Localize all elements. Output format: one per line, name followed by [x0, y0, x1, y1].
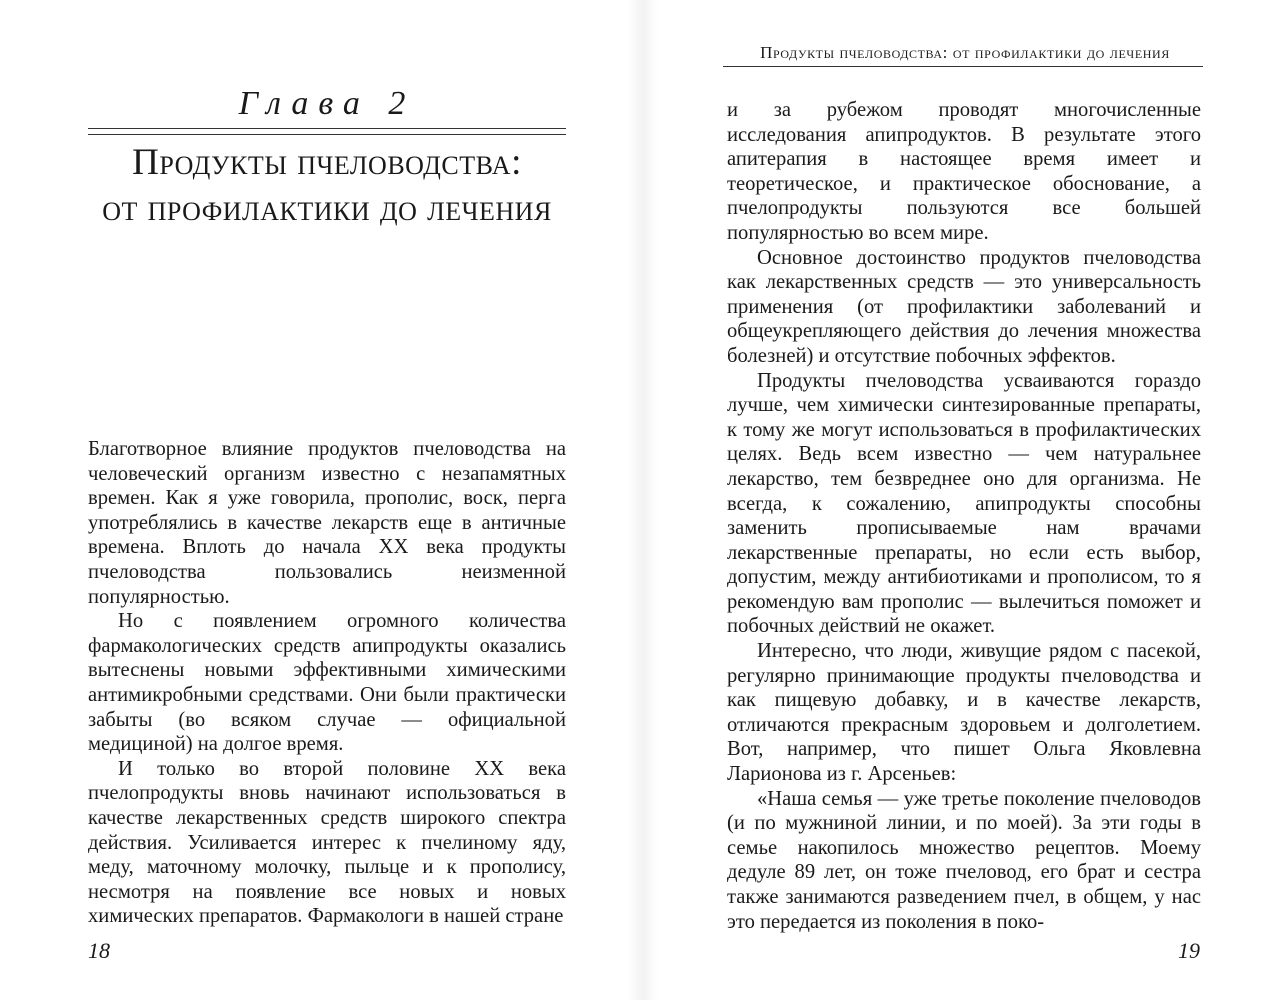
chapter-label: Глава 2 — [238, 85, 416, 122]
right-page — [643, 0, 1286, 1000]
chapter-title-line-1: Продукты пчеловодства: — [132, 142, 522, 183]
paragraph: Но с появлением огромного количества фармакологических средств апипродукты оказались вытеснены новыми эффективными химическими антимикробными средствами. Они были практически забыты (во всяком случае — официальной медициной) на долгое время. — [88, 610, 566, 756]
left-page-body — [88, 437, 566, 929]
paragraph: «Наша семья — уже третье поколение пчеловодов (и по мужниной линии, и по моей). За эти годы в семье накопилось множество рецептов. Моему дедуле 89 лет, он тоже пчеловод, его брат и сестра также занимаются разведением пчел, в общем, у нас это передается из поколения в поко- — [727, 787, 1201, 933]
paragraph: Благотворное влияние продуктов пчеловодства на человеческий организм известно с незапамятных времен. Как я уже говорила, прополис, воск, перга употреблялись в качестве лекарств еще в античные времена. Вплоть до начала XX века продукты пчеловодства пользовались неизменной популярностью. — [88, 438, 566, 608]
chapter-title-line-2: от профилактики до лечения — [102, 188, 552, 229]
paragraph: и за рубежом проводят многочисленные исследования апипродуктов. В результате этого апитерапия в настоящее время имеет и теоретическое, и практическое обоснование, а пчелопродукты пользуются все большей популярностью во всем мире. — [727, 99, 1201, 244]
page-number-left: 18 — [88, 938, 110, 963]
page-number-right: 19 — [1178, 938, 1200, 963]
right-page-body — [727, 98, 1201, 934]
running-head-rule — [723, 66, 1203, 67]
paragraph: Основное достоинство продуктов пчеловодства как лекарственных средств — это универсальность применения (от профилактики заболеваний и общеукрепляющего действия до лечения множества болезней) и отсутствие побочных эффектов. — [727, 246, 1201, 367]
paragraph: Продукты пчеловодства усваиваются гораздо лучше, чем химически синтезированные препараты, к тому же могут использоваться в профилактических целях. Ведь всем известно — чем натуральнее лекарство, тем безвреднее оно для организма. Не всегда, к сожалению, апипродукты способны заменить прописываемые нам врачами лекарственные препараты, но если есть выбор, допустим, между антибиотиками и прополисом, то я рекомендую вам прополис — вылечиться поможет и побочных действий не окажет. — [727, 369, 1201, 638]
chapter-title — [88, 140, 566, 232]
running-head: Продукты пчеловодства: от профилактики до лечения — [760, 43, 1170, 62]
chapter-divider — [88, 128, 566, 135]
paragraph: Интересно, что люди, живущие рядом с пасекой, регулярно принимающие продукты пчеловодства и как пищевую добавку, и в качестве лекарств, отличаются прекрасным здоровьем и долголетием. Вот, например, что пишет Ольга Яковлевна Ларионова из г. Арсеньев: — [727, 640, 1201, 786]
paragraph: И только во второй половине XX века пчелопродукты вновь начинают использоваться в качестве лекарственных средств широкого спектра действия. Усиливается интерес к пчелиному яду, меду, маточному молочку, пыльце и к прополису, несмотря на появление все новых и новых химических препаратов. Фармакологи в нашей стране — [88, 757, 566, 928]
